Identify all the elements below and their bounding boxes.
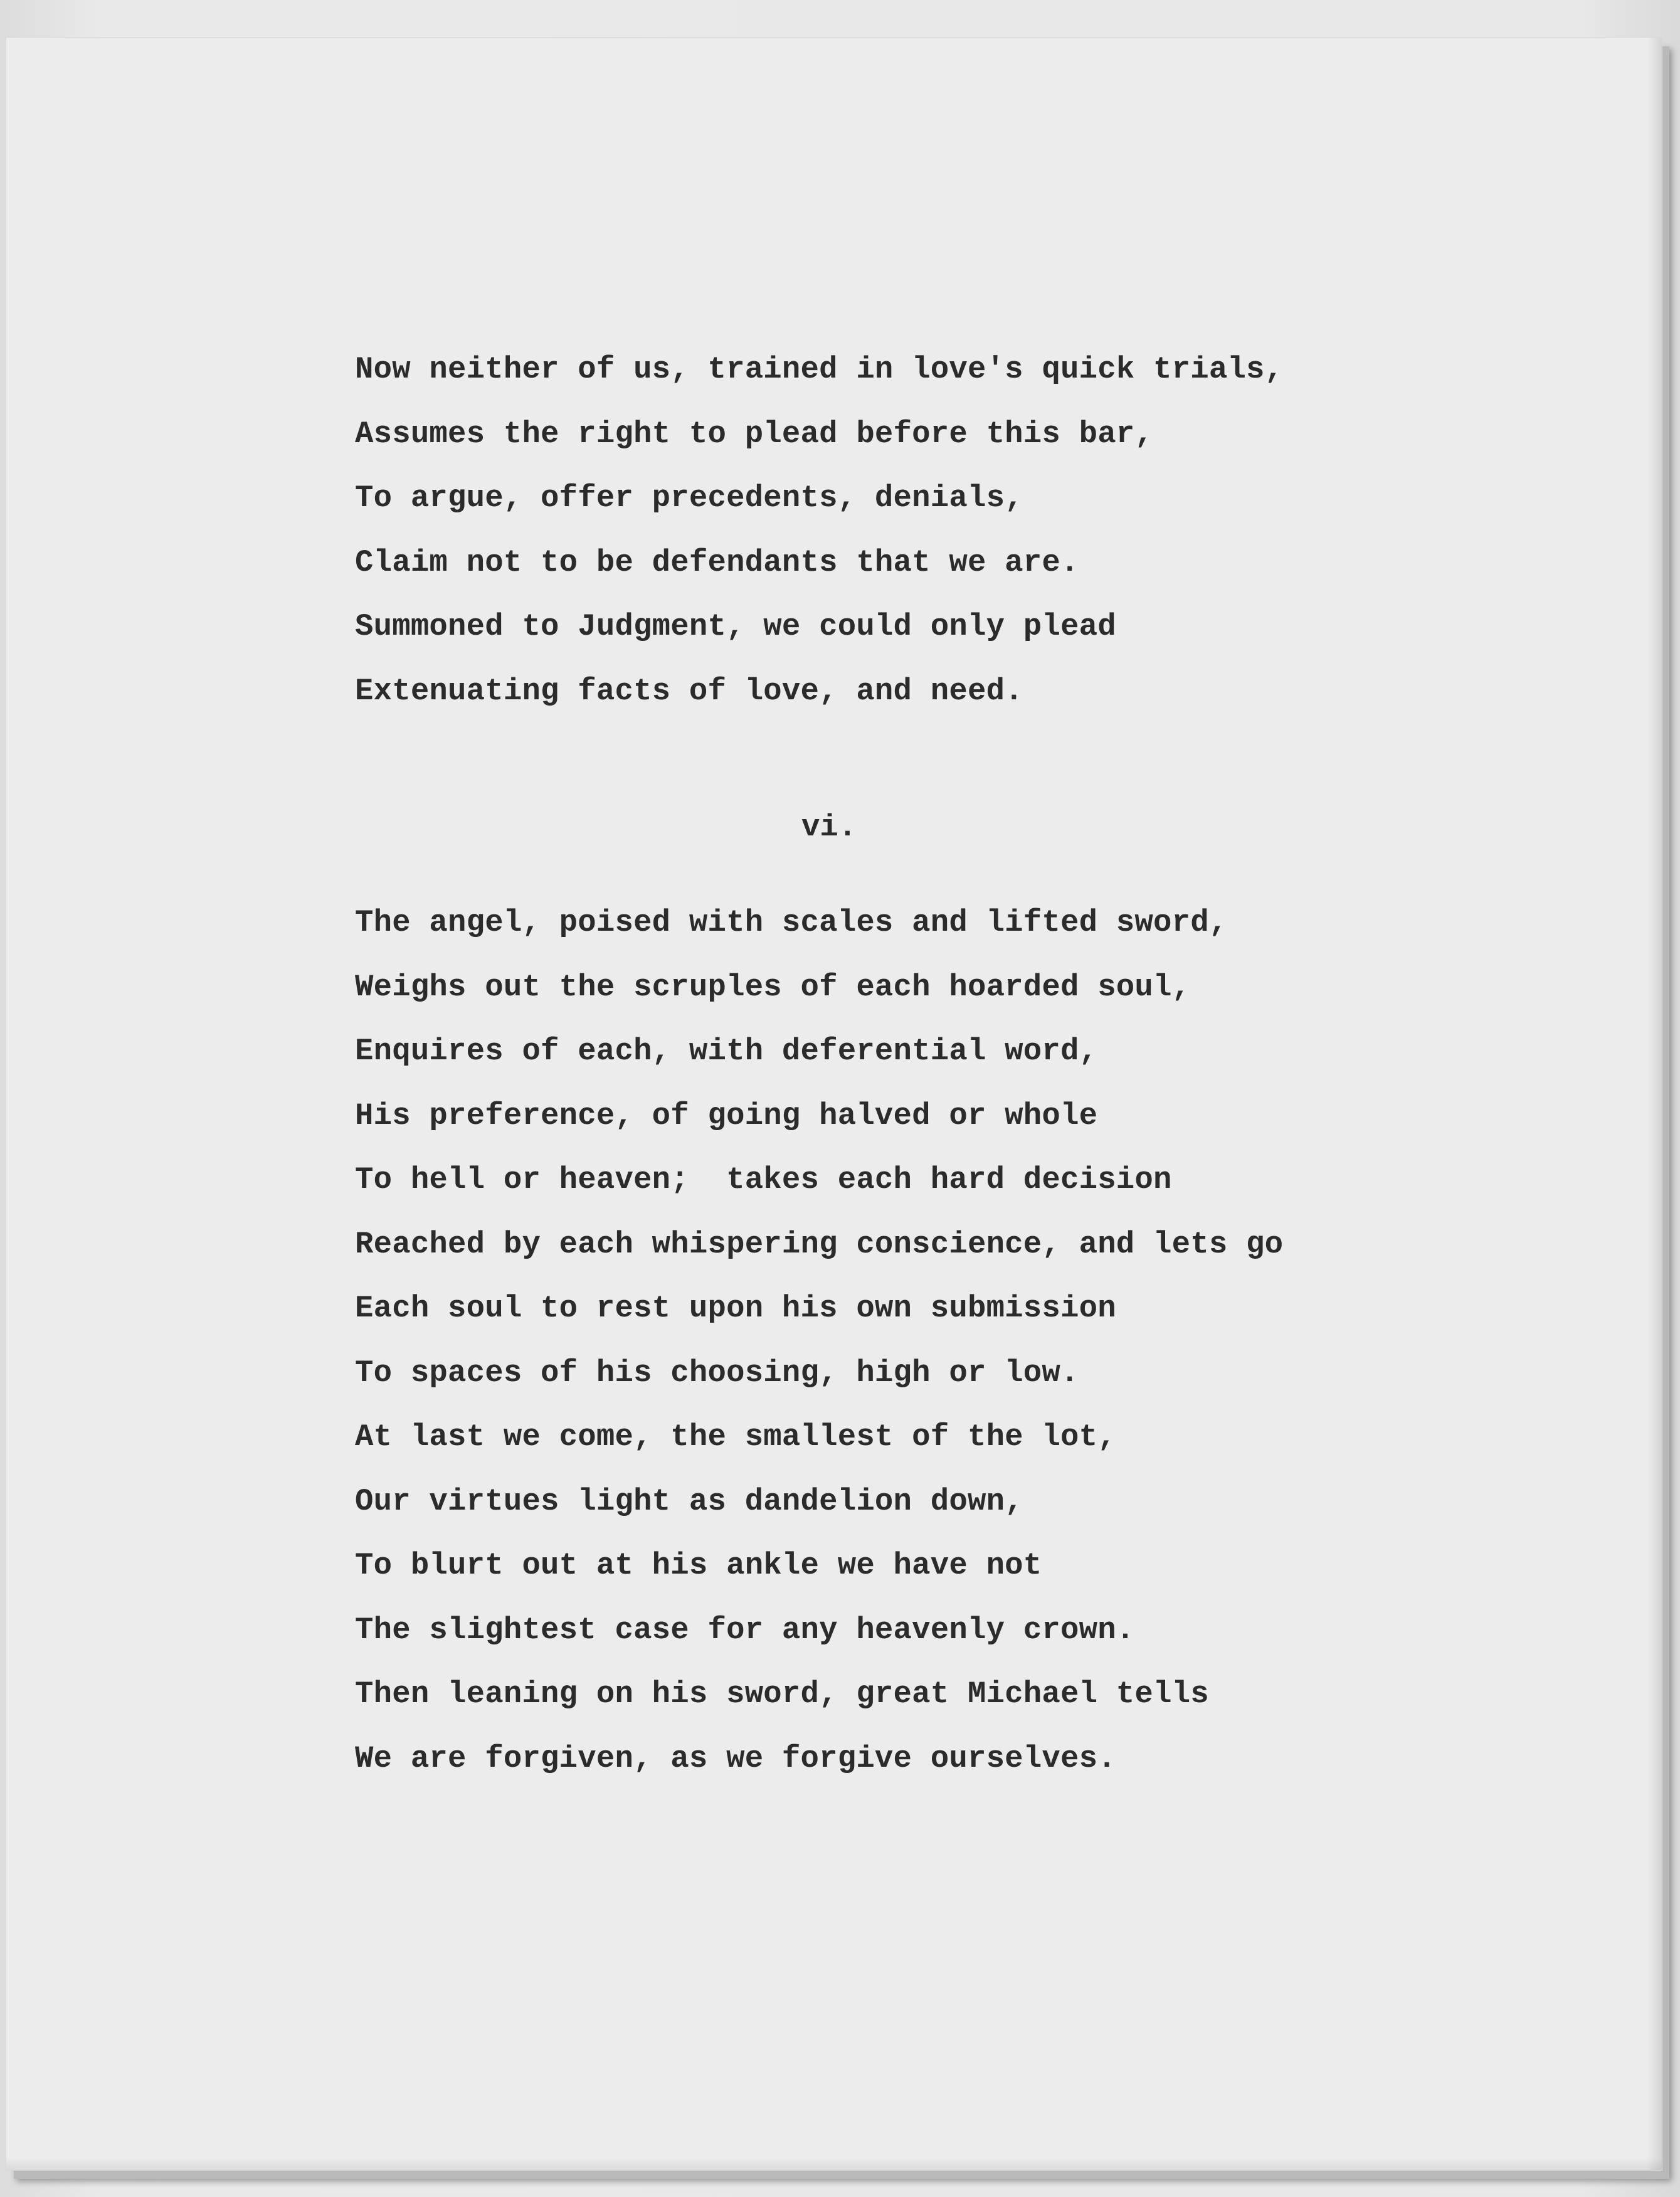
poem-line: Reached by each whispering conscience, and lets go <box>355 1226 1284 1262</box>
poem-line: Weighs out the scruples of each hoarded soul, <box>355 969 1191 1005</box>
poem-line: His preference, of going halved or whole <box>355 1098 1098 1133</box>
poem-line: The angel, poised with scales and lifted sword, <box>355 905 1228 940</box>
poem-line: Assumes the right to plead before this bar, <box>355 416 1154 452</box>
poem-line: Claim not to be defendants that we are. <box>355 544 1079 580</box>
poem-line: To blurt out at his ankle we have not <box>355 1548 1042 1583</box>
poem-line: Summoned to Judgment, we could only plead <box>355 609 1116 644</box>
poem-line: Each soul to rest upon his own submission <box>355 1291 1116 1326</box>
stanza-1 <box>355 337 1283 723</box>
poem-line: Now neither of us, trained in love's quick trials, <box>355 352 1284 387</box>
poem-line: Enquires of each, with deferential word, <box>355 1034 1098 1069</box>
page-bottom-shadow <box>6 2157 1662 2170</box>
section-number: vi. <box>801 810 857 845</box>
poem-line: Our virtues light as dandelion down, <box>355 1483 1023 1519</box>
poem-line: The slightest case for any heavenly crown. <box>355 1612 1135 1648</box>
poem-line: We are forgiven, as we forgive ourselves. <box>355 1740 1116 1776</box>
poem-line: To hell or heaven; takes each hard decision <box>355 1162 1172 1197</box>
poem-line: Then leaning on his sword, great Michael tells <box>355 1676 1209 1712</box>
poem-line: Extenuating facts of love, and need. <box>355 673 1023 709</box>
page-edge-shadow <box>1647 38 1662 2170</box>
poem-line: To spaces of his choosing, high or low. <box>355 1355 1079 1390</box>
poem-line: At last we come, the smallest of the lot, <box>355 1419 1116 1454</box>
poem-line: To argue, offer precedents, denials, <box>355 480 1023 516</box>
stanza-2 <box>355 891 1283 1791</box>
